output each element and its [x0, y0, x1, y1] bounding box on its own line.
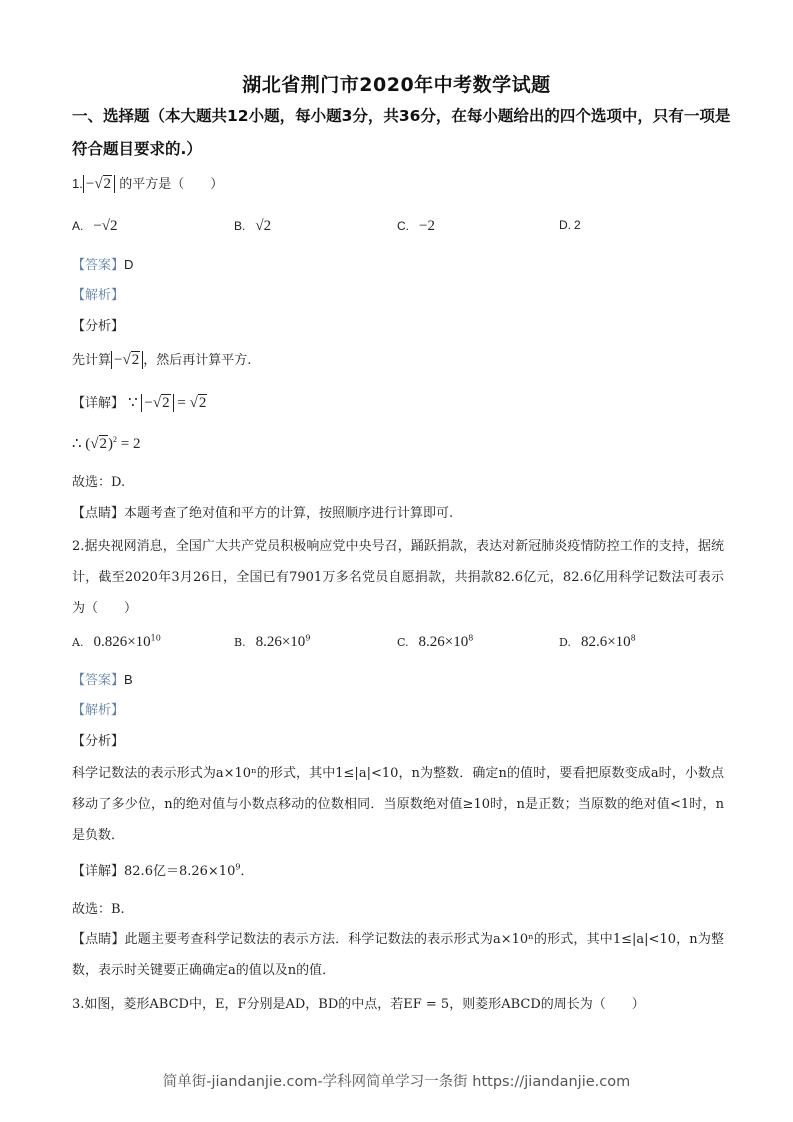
abs-expression: −√2 — [83, 175, 115, 193]
question-2-option-a[interactable]: A. $0.826\times 10^{10}$ — [72, 633, 161, 650]
question-1-option-c[interactable]: C. −2 — [397, 218, 435, 234]
question-2-fenxi-text: 科学记数法的表示形式为a×10ⁿ的形式，其中1≤|a|<10，n为整数．确定n的值时，要看把原数变成a时，小数点移动了多少位，n的绝对值与小数点移动的位数相同．当原数绝对值≥10时，n是正数；当原数的绝对值<1时，n是负数． — [72, 766, 724, 843]
question-1-detail-line2: ∴ $(√2)^2 = 2$ — [72, 435, 141, 452]
question-1-fenxi-label: 【分析】 — [72, 319, 125, 334]
question-1-option-d[interactable]: D. 2 — [559, 218, 581, 232]
question-1-analysis-label: 【解析】 — [72, 288, 125, 303]
question-1-choose: 故选：D. — [72, 475, 126, 490]
page-title: 湖北省荆门市2020年中考数学试题 — [242, 74, 551, 96]
question-2-stem: 2.据央视网消息，全国广大共产党员积极响应党中央号召，踊跃捐款，表达对新冠肺炎疫情防控工作的支持，据统计，截至2020年3月26日，全国已有7901万多名党员自愿捐款，共捐款82.6亿元，82.6亿用科学记数法可表示为（ ） — [72, 539, 724, 616]
question-1-fenxi-text: 先计算 −√2 ，然后再计算平方. — [72, 352, 252, 368]
question-2-option-c[interactable]: C. $8.26\times 10^8$ — [397, 633, 474, 650]
question-1-option-b[interactable]: B. √2 — [234, 218, 272, 234]
question-2-comment: 【点睛】此题主要考查科学记数法的表示方法．科学记数法的表示形式为a×10ⁿ的形式，其中1≤|a|<10，n为整数，表示时关键要正确确定a的值以及n的值． — [72, 932, 724, 978]
section-heading: 一、选择题（本大题共12小题，每小题3分，共36分，在每小题给出的四个选项中，只有一项是符合题目要求的.） — [72, 107, 731, 158]
question-2-choose: 故选：B. — [72, 902, 125, 917]
question-2-option-d[interactable]: D. $82.6\times 10^8$ — [559, 633, 636, 650]
question-1-option-a[interactable]: A. −√2 — [72, 218, 118, 234]
question-2-analysis-label: 【解析】 — [72, 703, 125, 718]
question-1-comment: 【点睛】本题考查了绝对值和平方的计算，按照顺序进行计算即可. — [72, 506, 454, 521]
question-3-stem: 3.如图，菱形ABCD中，E，F分别是AD，BD的中点，若EF = 5，则菱形ABCD的周长为（ ） — [72, 997, 645, 1012]
question-2-detail: 【详解】82.6亿$=8.26\times 10^9$． — [72, 862, 254, 879]
footer-watermark: 简单街-jiandanjie.com-学科网简单学习一条街 https://jiandanjie.com — [162, 1074, 631, 1090]
question-1-answer: 【答案】D — [72, 257, 134, 272]
question-1-detail: 【详解】 ∵ −√2 = √2 — [72, 395, 207, 411]
abs-expression: −√2 — [111, 351, 143, 369]
question-2-fenxi-label: 【分析】 — [72, 734, 125, 749]
question-2-option-b[interactable]: B. $8.26\times 10^9$ — [234, 633, 311, 650]
question-1-stem: 1. −√2 的平方是（ ） — [72, 176, 224, 192]
question-2-answer: 【答案】B — [72, 672, 133, 687]
